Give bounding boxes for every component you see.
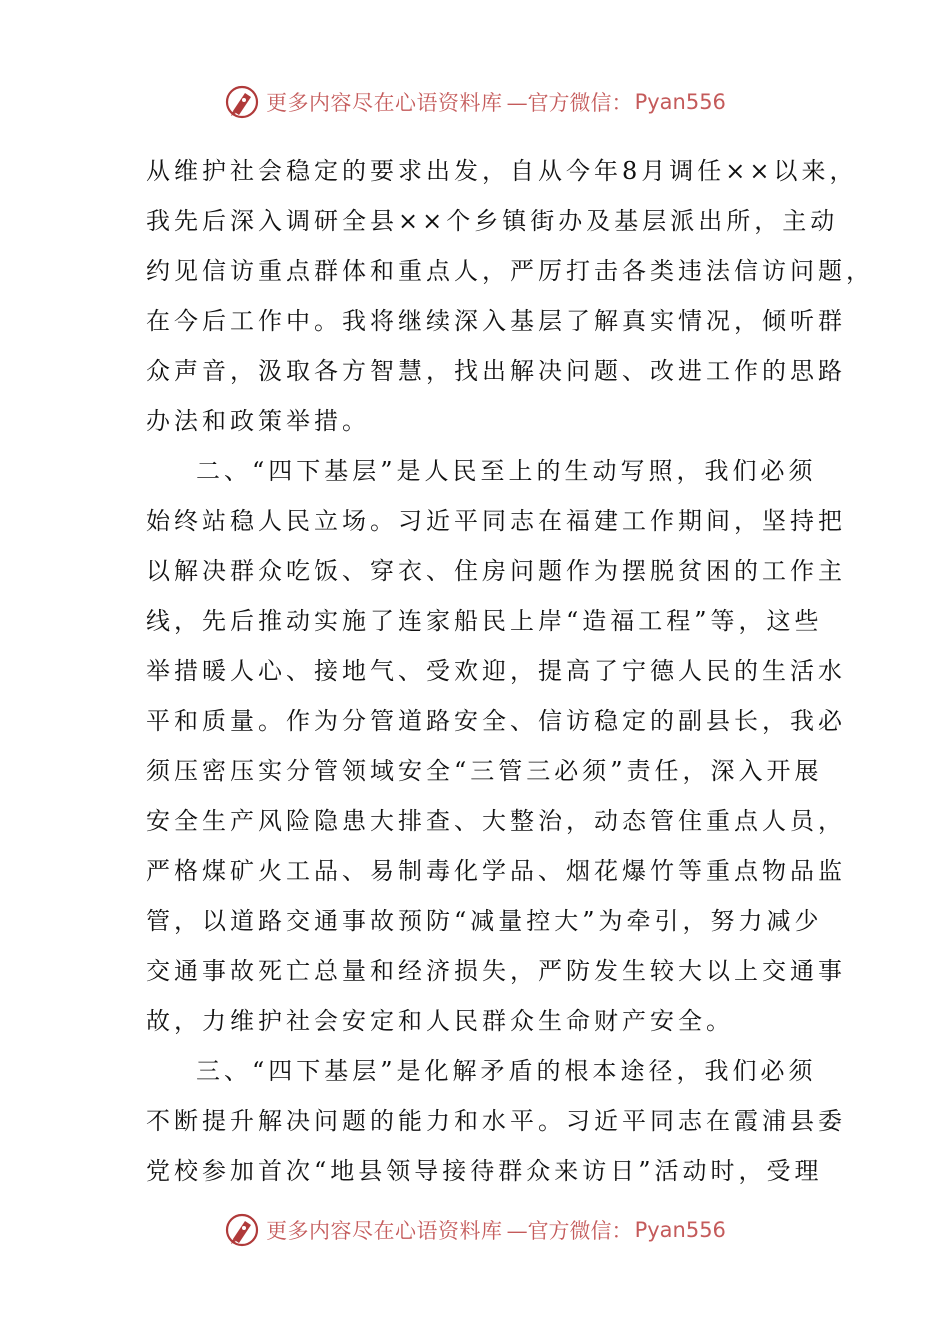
text-line: 众声音，汲取各方智慧，找出解决问题、改进工作的思路 [146, 357, 846, 385]
text-line: 办法和政策举措。 [146, 407, 370, 435]
banner-wechat-id: Pyan556 [634, 1218, 726, 1242]
text-line: 须压密压实分管领域安全“三管三必须”责任，深入开展 [146, 757, 823, 785]
text-line: 从维护社会稳定的要求出发，自从今年8月调任××以来， [146, 157, 858, 185]
text-line: 安全生产风险隐患大排查、大整治，动态管住重点人员， [146, 807, 846, 835]
text-line: 举措暖人心、接地气、受欢迎，提高了宁德人民的生活水 [146, 657, 846, 685]
text-line: 管，以道路交通事故预防“减量控大”为牵引，努力减少 [146, 907, 823, 935]
banner-wechat-id: Pyan556 [634, 90, 726, 114]
footer-watermark [0, 1210, 950, 1250]
text-line: 交通事故死亡总量和经济损失，严防发生较大以上交通事 [146, 957, 846, 985]
text-line: 约见信访重点群体和重点人，严厉打击各类违法信访问题， [146, 257, 874, 285]
document-body [146, 146, 874, 1196]
text-line: 严格煤矿火工品、易制毒化学品、烟花爆竹等重点物品监 [146, 857, 846, 885]
text-line: 以解决群众吃饭、穿衣、住房问题作为摆脱贫困的工作主 [146, 557, 846, 585]
banner-main-text: 更多内容尽在心语资料库 [266, 91, 503, 115]
text-line: 我先后深入调研全县××个乡镇街办及基层派出所，主动 [146, 207, 839, 235]
text-line: 党校参加首次“地县领导接待群众来访日”活动时，受理 [146, 1157, 823, 1185]
text-line: 故，力维护社会安定和人民群众生命财产安全。 [146, 1007, 734, 1035]
banner-sub-text: —官方微信： [506, 91, 633, 115]
text-line: 平和质量。作为分管道路安全、信访稳定的副县长，我必 [146, 707, 846, 735]
text-line: 不断提升解决问题的能力和水平。习近平同志在霞浦县委 [146, 1107, 846, 1135]
text-line: 始终站稳人民立场。习近平同志在福建工作期间，坚持把 [146, 507, 846, 535]
text-line: 二、“四下基层”是人民至上的生动写照，我们必须 [196, 457, 817, 485]
header-watermark [0, 82, 950, 122]
pen-nib-icon [224, 1212, 260, 1248]
banner-main-text: 更多内容尽在心语资料库 [266, 1219, 503, 1243]
pen-nib-icon [224, 84, 260, 120]
text-line: 三、“四下基层”是化解矛盾的根本途径，我们必须 [196, 1057, 817, 1085]
text-line: 线，先后推动实施了连家船民上岸“造福工程”等，这些 [146, 607, 823, 635]
banner-sub-text: —官方微信： [506, 1219, 633, 1243]
text-line: 在今后工作中。我将继续深入基层了解真实情况，倾听群 [146, 307, 846, 335]
